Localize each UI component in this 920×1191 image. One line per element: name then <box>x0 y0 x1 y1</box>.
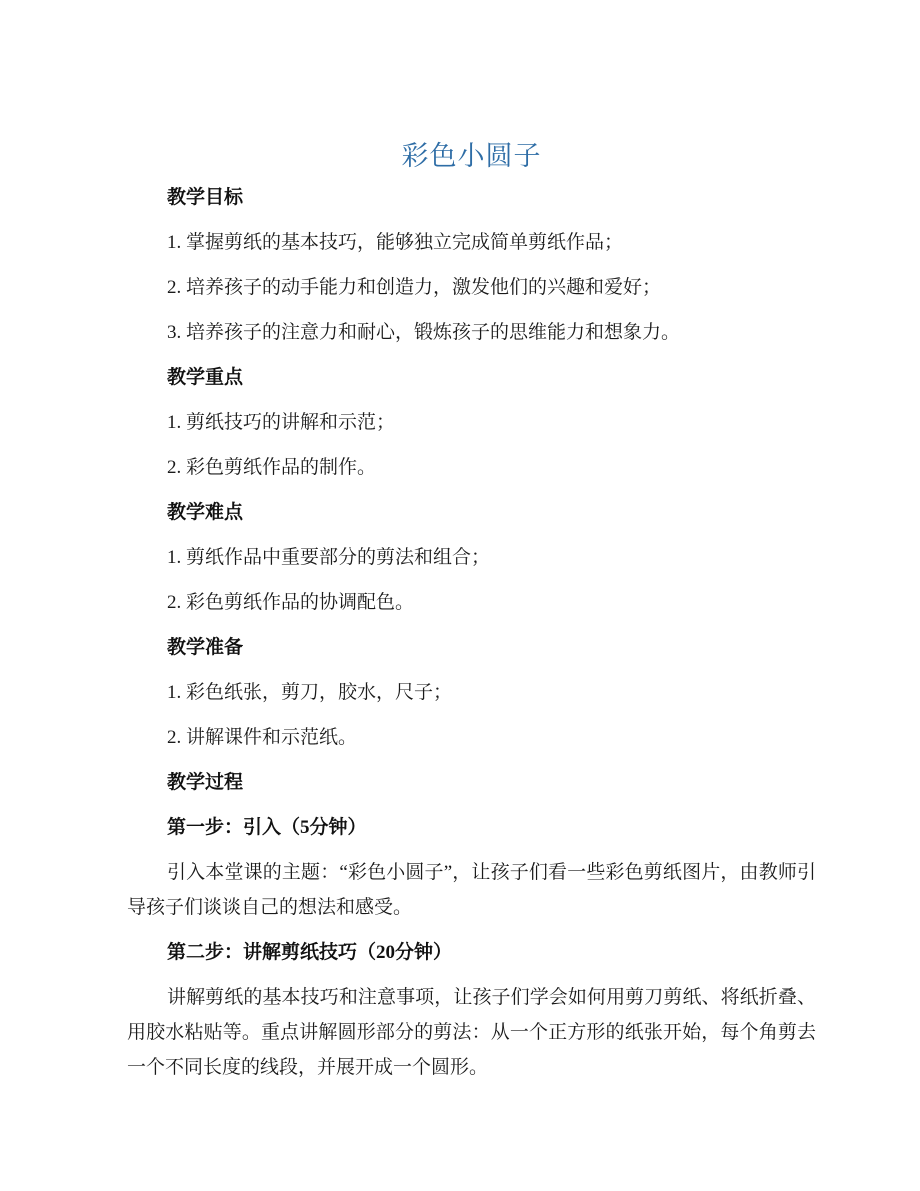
objective-item-1: 1. 掌握剪纸的基本技巧，能够独立完成简单剪纸作品； <box>167 232 624 253</box>
heading-teaching-key-points: 教学重点 <box>167 367 244 388</box>
key-point-item-1: 1. 剪纸技巧的讲解和示范； <box>167 412 396 433</box>
preparation-item-1: 1. 彩色纸张，剪刀，胶水，尺子； <box>167 682 453 703</box>
heading-teaching-process: 教学过程 <box>167 772 244 793</box>
difficulty-item-2: 2. 彩色剪纸作品的协调配色。 <box>167 592 415 613</box>
difficulty-item-1: 1. 剪纸作品中重要部分的剪法和组合； <box>167 547 491 568</box>
objective-item-2: 2. 培养孩子的动手能力和创造力，激发他们的兴趣和爱好； <box>167 277 662 298</box>
heading-teaching-objectives: 教学目标 <box>167 187 244 208</box>
heading-teaching-preparation: 教学准备 <box>167 637 244 658</box>
step-1-paragraph: 引入本堂课的主题：“彩色小圆子”，让孩子们看一些彩色剪纸图片，由教师引导孩子们谈谈自己的想法和感受。 <box>127 862 816 918</box>
key-point-item-2: 2. 彩色剪纸作品的制作。 <box>167 457 377 478</box>
document-title: 彩色小圆子 <box>401 141 542 171</box>
heading-teaching-difficulties: 教学难点 <box>167 502 244 523</box>
preparation-item-2: 2. 讲解课件和示范纸。 <box>167 727 358 748</box>
heading-step-1-introduction: 第一步：引入（5分钟） <box>167 817 367 838</box>
step-2-paragraph: 讲解剪纸的基本技巧和注意事项，让孩子们学会如何用剪刀剪纸、将纸折叠、用胶水粘贴等。重点讲解圆形部分的剪法：从一个正方形的纸张开始，每个角剪去一个不同长度的线段，并展开成一个圆形。 <box>127 987 816 1078</box>
heading-step-2-explain-techniques: 第二步：讲解剪纸技巧（20分钟） <box>167 942 453 963</box>
objective-item-3: 3. 培养孩子的注意力和耐心，锻炼孩子的思维能力和想象力。 <box>167 322 681 343</box>
